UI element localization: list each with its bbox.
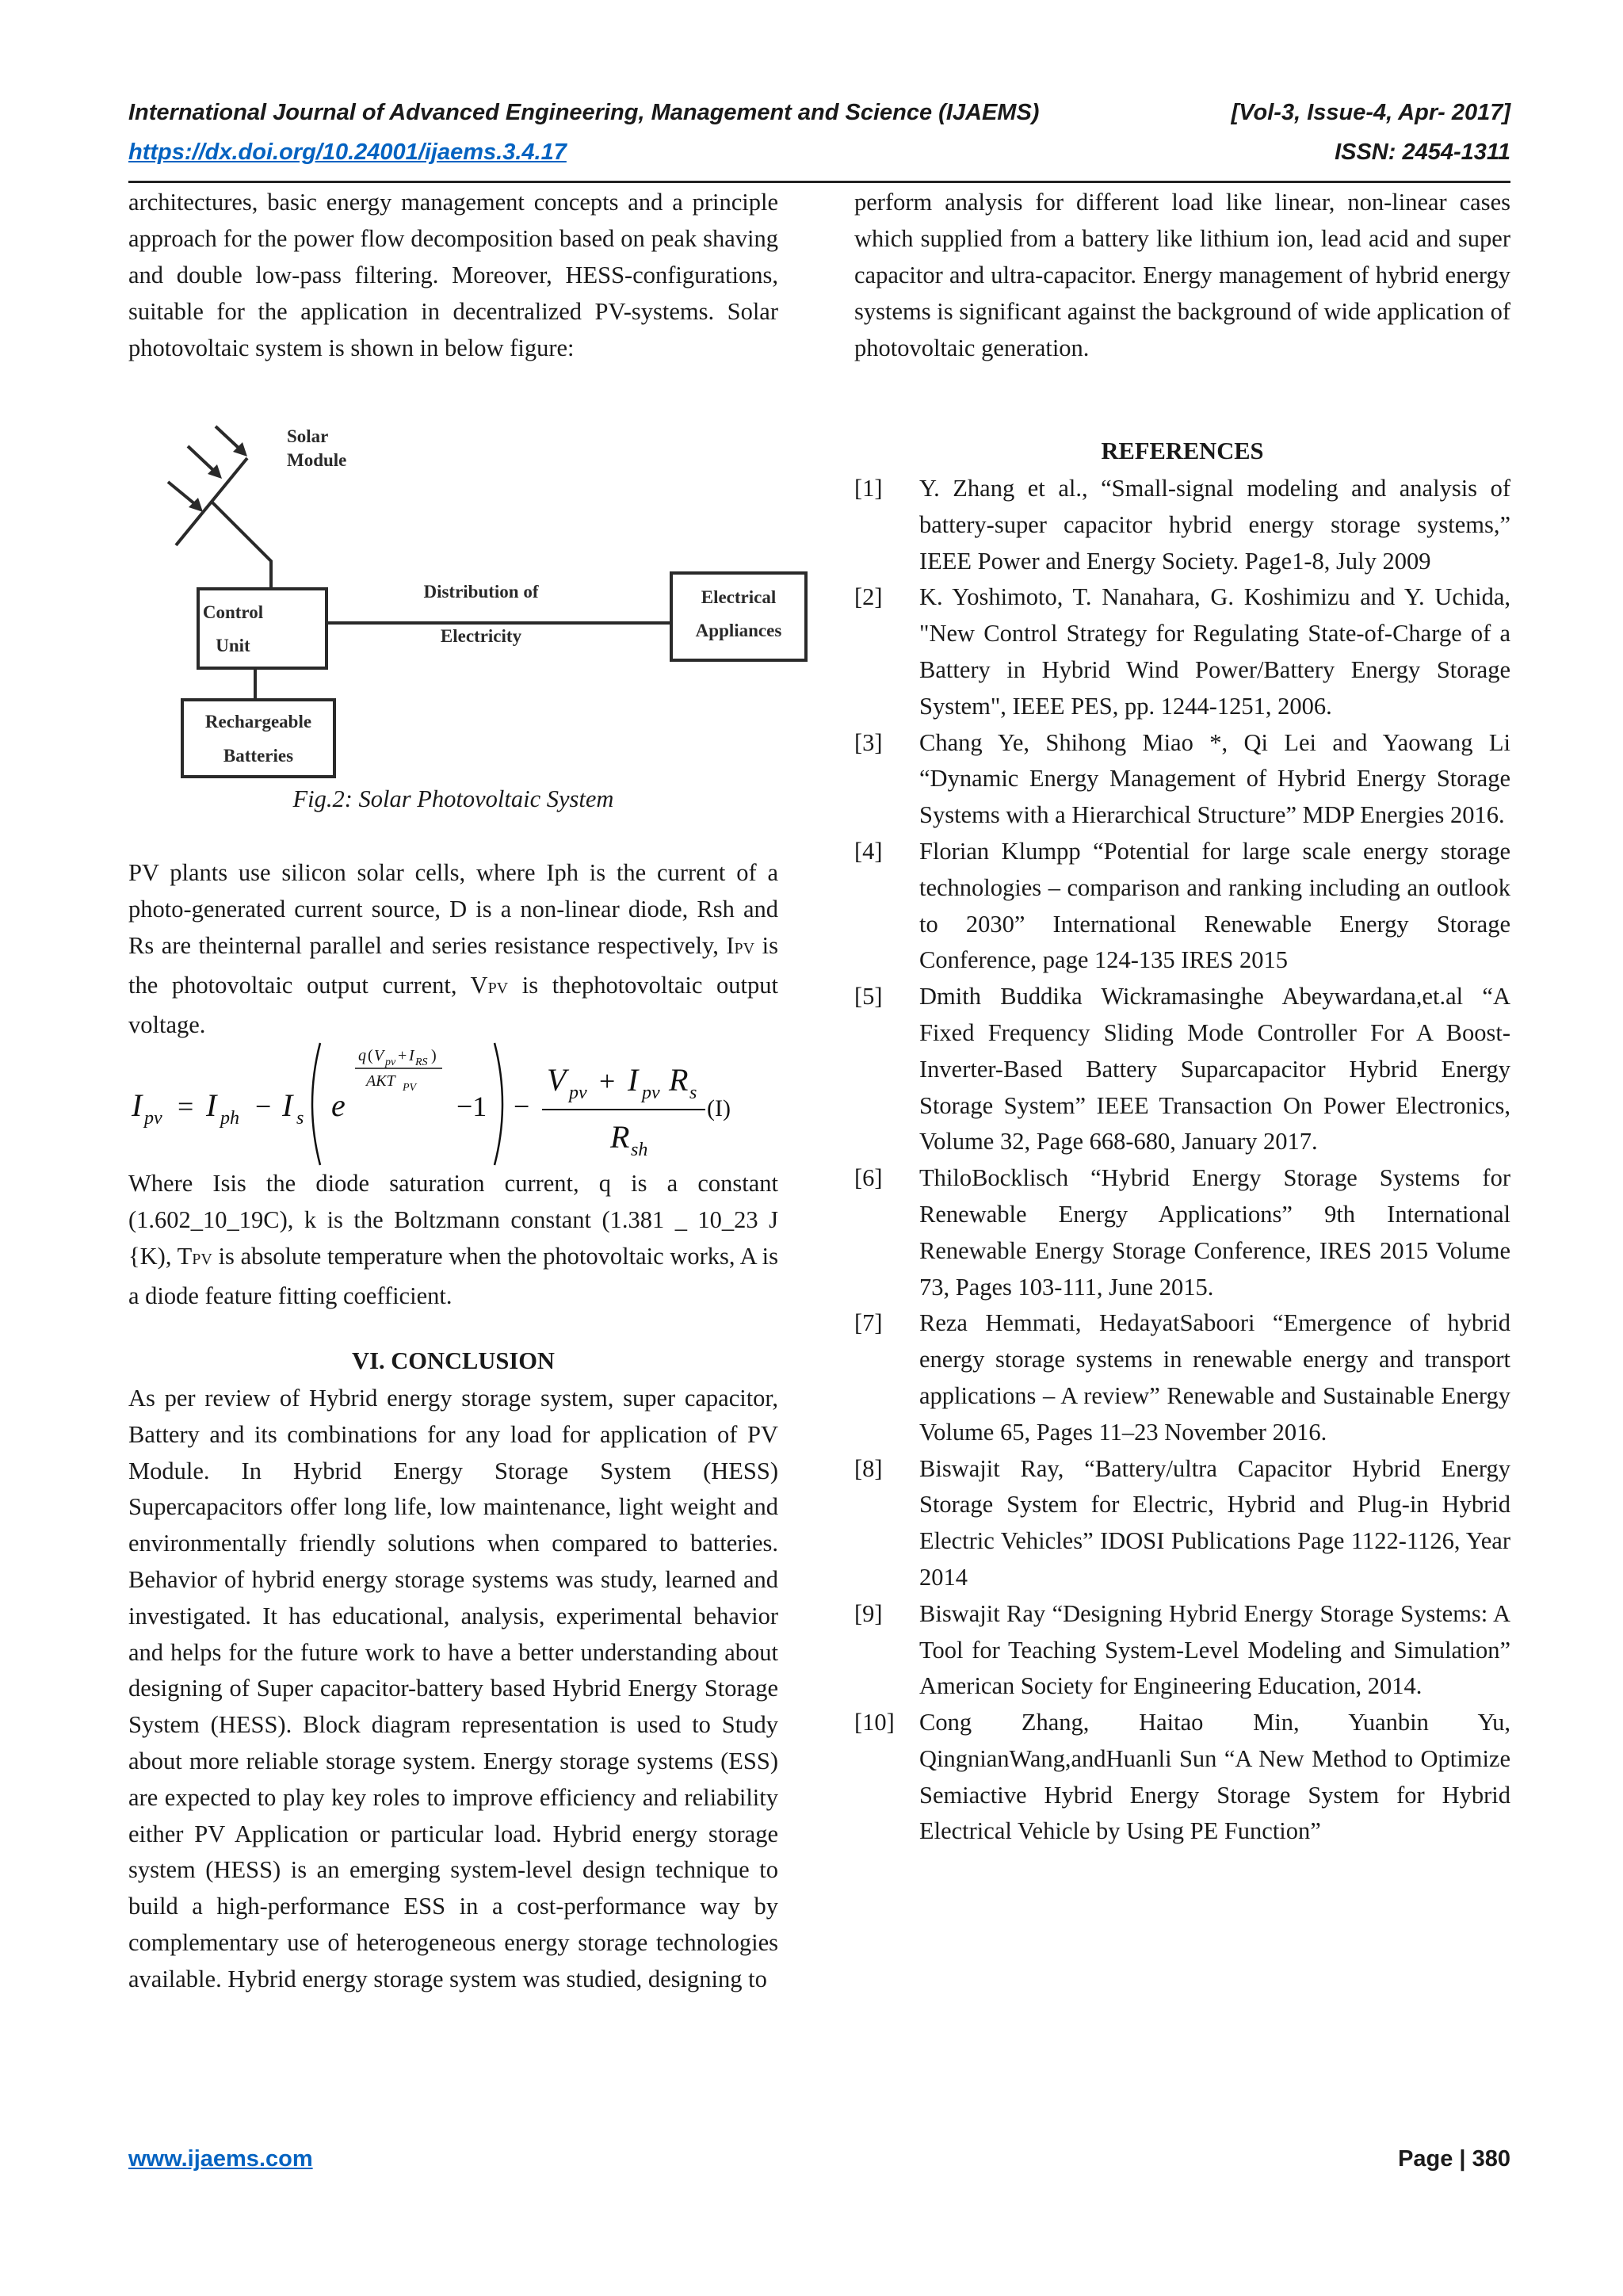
svg-text:(: ( [368, 1047, 373, 1064]
left-column-intro [128, 184, 778, 366]
svg-text:pv: pv [385, 1056, 396, 1068]
svg-text:sh: sh [631, 1140, 648, 1160]
label-control: Control [202, 602, 264, 622]
reference-number: [6] [854, 1164, 883, 1192]
svg-text:PV: PV [403, 1082, 417, 1094]
conclusion-body [128, 1381, 778, 1998]
svg-text:pv: pv [642, 1083, 660, 1103]
conclusion-paragraph: As per review of Hybrid energy storage system, super capacitor, Battery and its combinations for any load for application of PV Module. In Hybrid Energy Storage System (HESS) Supercapacitors offer long life, low maintenance, light weight and environmentally friendly solutions when compared to batteries. Behavior of hybrid energy storage systems was study, learned and investigated. It has educational, analysis, experimental behavior and helps for the future work to have a better understanding about designing of Super capacitor-battery based Hybrid Energy Storage System (HESS). Block diagram representation is used to Study about more reliable storage system. Energy storage systems (ESS) are expected to play key roles to improve efficiency and reliability either PV Application or particular load. Hybrid energy storage system (HESS) is an emerging system-level design technique to build a high-performance ESS in a cost-performance way by complementary use of heterogeneous energy storage technologies available. Hybrid energy storage system was studied, designing to [128, 1385, 778, 1992]
where-subscript: PV [192, 1251, 212, 1268]
svg-text:−: − [255, 1091, 272, 1122]
reference-text: Biswajit Ray “Designing Hybrid Energy Storage Systems: A Tool for Teaching System-Level Modeling and Simulation” American Society for Engineering Education, 2014. [919, 1599, 1510, 1700]
label-distribution: Distribution of [423, 582, 539, 602]
svg-text:R: R [669, 1062, 689, 1098]
reference-text: Chang Ye, Shihong Miao *, Qi Lei and Yaowang Li “Dynamic Energy Management of Hybrid Energy Storage Systems with a Hierarchical Structure” MDP Energies 2016. [919, 728, 1510, 829]
reference-number: [9] [854, 1599, 883, 1627]
header-rule [128, 181, 1510, 183]
svg-text:=: = [178, 1091, 194, 1122]
panel-connector [212, 502, 271, 589]
label-module: Module [287, 450, 347, 470]
doi-link[interactable]: https://dx.doi.org/10.24001/ijaems.3.4.17 [128, 139, 567, 165]
reference-text: Cong Zhang, Haitao Min, Yuanbin Yu, QingnianWang,andHuanli Sun “A New Method to Optimize Semiactive Hybrid Energy Storage System for Hybrid Electrical Vehicle by Using PE Function” [919, 1709, 1510, 1845]
svg-text:): ) [431, 1047, 437, 1064]
sun-ray-arrow [216, 426, 239, 449]
right-column-intro [854, 184, 1510, 366]
reference-text: Biswajit Ray, “Battery/ultra Capacitor Hybrid Energy Storage System for Electric, Hybrid and Plug-in Hybrid Electric Vehicles” IDOSI Publications Page 1122-1126, Year 2014 [919, 1454, 1510, 1591]
equation-number: (I) [707, 1095, 731, 1121]
svg-text:V: V [374, 1047, 384, 1064]
reference-item [854, 1596, 1510, 1705]
pv-subscript: PV [487, 980, 509, 997]
svg-text:q: q [358, 1047, 366, 1064]
reference-item [854, 579, 1510, 724]
solar-pv-system-diagram [128, 411, 818, 799]
reference-item [854, 979, 1510, 1160]
svg-text:s: s [689, 1083, 697, 1103]
pv-text: PV plants use silicon solar cells, where Iph is the current of a photo-generated current source, D is a non-linear diode, Rsh and Rs are theinternal parallel and series resistance respectively, I [128, 859, 778, 959]
reference-number: [2] [854, 583, 883, 611]
svg-text:s: s [296, 1108, 304, 1129]
control-unit-box [198, 589, 327, 668]
svg-text:+: + [599, 1065, 616, 1097]
appliances-box [671, 573, 806, 660]
sun-ray-arrow [168, 482, 195, 504]
svg-text:V: V [547, 1062, 567, 1098]
svg-text:+: + [398, 1047, 407, 1064]
references-list [854, 471, 1510, 1850]
reference-item [854, 1305, 1510, 1450]
reference-text: Dmith Buddika Wickramasinghe Abeywardana,et.al “A Fixed Frequency Sliding Mode Controller For A Boost-Inverter-Based Battery Suparcapacitor Hybrid Energy Storage System” IEEE Transaction On Power Electronics, Volume 32, Page 668-680, January 2017. [919, 983, 1510, 1156]
where-text: is absolute temperature when the photovoltaic works, A is a diode feature fitting coefficient. [128, 1243, 778, 1309]
sun-ray-arrow [188, 446, 214, 471]
reference-text: Florian Klumpp “Potential for large scale energy storage technologies – comparison and ranking including an outlook to 2030” International Renewable Energy Storage Conference, page 124-135 IRES 2015 [919, 837, 1510, 974]
svg-text:−1: −1 [456, 1091, 487, 1122]
section-title: VI. CONCLUSION [352, 1347, 555, 1374]
svg-text:e: e [331, 1087, 346, 1123]
reference-number: [4] [854, 837, 883, 865]
svg-text:I: I [628, 1062, 639, 1098]
reference-number: [10] [854, 1709, 895, 1736]
website-link[interactable]: www.ijaems.com [128, 2146, 313, 2172]
where-text: Where Isis the diode saturation current, q is a constant (1.602_10_19C), k is the Boltzmann constant (1.381 _ 10_23 J {K), T [128, 1170, 778, 1270]
pv-equation [128, 1037, 794, 1171]
reference-item [854, 1705, 1510, 1850]
reference-text: Reza Hemmati, HedayatSaboori “Emergence of hybrid energy storage systems in renewable energy and transport applications – A review” Renewable and Sustainable Energy Volume 65, Pages 11–23 November 2016. [919, 1309, 1510, 1446]
reference-number: [5] [854, 983, 883, 1010]
label-appliances: Appliances [695, 621, 782, 640]
pv-text: is the photovoltaic output current, V [128, 932, 779, 999]
label-unit: Unit [216, 636, 250, 655]
reference-number: [7] [854, 1309, 883, 1337]
pv-text: is thephotovoltaic output voltage. [128, 972, 778, 1038]
svg-text:AKT: AKT [366, 1072, 395, 1090]
reference-item [854, 1160, 1510, 1305]
reference-number: [3] [854, 728, 883, 756]
svg-text:I: I [132, 1087, 143, 1123]
label-rechargeable: Rechargeable [204, 712, 312, 732]
intro-paragraph: architectures, basic energy management concepts and a principle approach for the power flow decomposition based on peak shaving and double low-pass filtering. Moreover, HESS-configurations, suitable for the application in decentralized PV-systems. Solar photovoltaic system is shown in below figure: [128, 189, 778, 361]
volume-info: [Vol-3, Issue-4, Apr- 2017] [1231, 100, 1510, 125]
right-intro-paragraph: perform analysis for different load like linear, non-linear cases which supplied from a battery like lithium ion, lead acid and super capacitor and ultra-capacitor. Energy management of hybrid energy systems is significant against the background of wide application of photovoltaic generation. [854, 189, 1510, 361]
pv-subscript: PV [734, 940, 755, 957]
label-electrical: Electrical [701, 587, 777, 607]
page-number: Page | 380 [1398, 2146, 1510, 2172]
svg-text:pv: pv [569, 1083, 587, 1103]
reference-item [854, 471, 1510, 579]
where-paragraph [128, 1165, 778, 1314]
svg-text:I: I [282, 1087, 293, 1123]
reference-number: [1] [854, 475, 883, 502]
reference-text: Y. Zhang et al., “Small-signal modeling and analysis of battery-super capacitor hybrid energy storage systems,” IEEE Power and Energy Society. Page1-8, July 2009 [919, 475, 1510, 575]
reference-item [854, 1451, 1510, 1596]
pv-paragraph [128, 854, 778, 1043]
reference-item [854, 725, 1510, 834]
svg-text:I: I [206, 1087, 217, 1123]
label-electricity: Electricity [440, 626, 522, 646]
issn: ISSN: 2454-1311 [1335, 139, 1510, 165]
reference-text: ThiloBocklisch “Hybrid Energy Storage Systems for Renewable Energy Applications” 9th International Renewable Energy Storage Conference, IRES 2015 Volume 73, Pages 103-111, June 2015. [919, 1164, 1510, 1301]
svg-text:RS: RS [415, 1056, 428, 1068]
label-batteries: Batteries [223, 746, 294, 766]
svg-text:I: I [409, 1047, 414, 1064]
reference-number: [8] [854, 1454, 883, 1482]
svg-text:−: − [514, 1091, 530, 1122]
svg-text:pv: pv [144, 1108, 162, 1129]
reference-text: K. Yoshimoto, T. Nanahara, G. Koshimizu and Y. Uchida, "New Control Strategy for Regulating State-of-Charge of a Battery in Hybrid Wind Power/Battery Energy Storage System", IEEE PES, pp. 1244-1251, 2006. [919, 583, 1510, 720]
svg-text:R: R [610, 1119, 630, 1155]
label-solar: Solar [287, 426, 329, 446]
reference-item [854, 834, 1510, 979]
references-heading: REFERENCES [1101, 437, 1264, 464]
figure-caption: Fig.2: Solar Photovoltaic System [292, 785, 614, 812]
svg-text:ph: ph [220, 1108, 239, 1129]
journal-title: International Journal of Advanced Engineering, Management and Science (IJAEMS) [128, 100, 1040, 125]
